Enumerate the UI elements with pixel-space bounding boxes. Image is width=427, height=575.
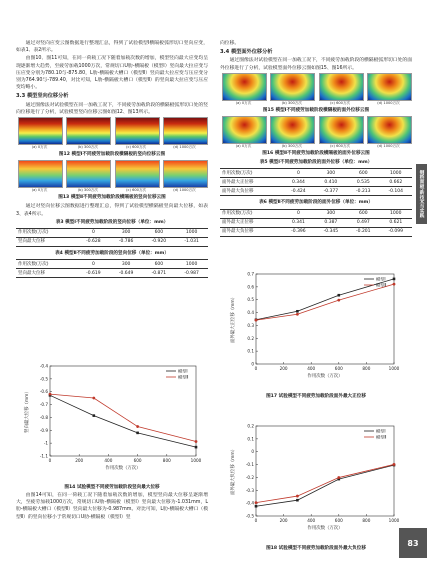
section-side-tab: 钢桥面板·新技术与实践 (416, 164, 427, 224)
x-axis-label: 作用次数（万次） (307, 374, 343, 379)
figure-16-images (220, 116, 412, 149)
data-point (337, 299, 340, 302)
y-tick-label: 0.5 (247, 297, 254, 303)
x-tick-label: 400 (307, 518, 316, 523)
x-axis-label: 作用次数（万次） (105, 466, 141, 471)
figure-caption: 图15 模型Ⅰ不同疲劳加载阶段横隔板的面外位移云图 (262, 107, 370, 113)
contour-image: (c) 600万次 (115, 160, 158, 193)
series-line (50, 394, 196, 441)
data-point (393, 283, 396, 286)
y-tick-label: -0.1 (245, 462, 254, 468)
figure-caption: 图16 模型Ⅱ不同疲劳加载阶段横隔板的面外位移云图 (262, 151, 370, 157)
legend-label: 模型Ⅱ (376, 282, 387, 288)
x-tick-label: 600 (334, 366, 343, 371)
y-tick-label: 0 (251, 449, 254, 455)
x-tick-label: 1000 (388, 518, 400, 523)
contour-image: (b) 300万次 (270, 73, 313, 106)
y-axis-label: 竖向最大位移（mm） (25, 389, 30, 433)
x-tick-label: 200 (279, 518, 288, 523)
chart-fig18 (226, 420, 406, 538)
paragraph: 向位移。 (220, 41, 240, 46)
series-line (50, 395, 196, 447)
y-tick-label: 0.3 (247, 322, 254, 328)
contour-image: (a) 0万次 (222, 116, 265, 149)
y-tick-label: -0.9 (39, 427, 48, 433)
contour-image: (d) 1000万次 (367, 73, 410, 106)
x-tick-label: 200 (279, 366, 288, 371)
contour-image: (b) 300万次 (66, 160, 109, 193)
data-point (92, 397, 95, 400)
y-tick-label: -0.4 (39, 363, 48, 369)
left-column (16, 40, 208, 281)
paragraph: 由图10、图11可知，在同一荷载工况下随着加载次数的增加，模型竖向最大应变均呈现逐渐增大趋势，至疲劳加载1000万次，常规切口U肋-横隔板（模型Ⅰ）竖向最大拉应变与压应变分别为780.10与-875.80，L肋-横隔板大槽口（模型Ⅱ）竖向最大拉应变与压应变分别为764.90与-789.40，对比可知，L肋-横隔板大槽口（模型Ⅱ）的竖向最大拉应变与压应变均略小。 (16, 56, 208, 91)
paragraph: 由图14可知，在同一荷载工况下随着加载次数的增加，模型竖向最大位移呈逐渐增大，至疲劳加载1000万次，常规切口U肋-横隔板（模型Ⅰ）竖向最大位移为-1.031mm，L肋-横隔板大槽口（模型Ⅱ）竖向最大位移为-0.987mm。对比可知，L肋-横隔板大槽口（模型Ⅱ）的竖向位移小于常规切口U肋-横隔板（模型Ⅰ）竖 (16, 493, 208, 520)
y-tick-label: -0.7 (39, 402, 48, 408)
section-heading: 3.3 模型竖向位移分析 (16, 93, 69, 100)
x-tick-label: 800 (162, 458, 171, 463)
table-title: 表4 模型Ⅱ不同疲劳加载阶段的竖向位移（单位：mm） (55, 251, 169, 257)
figure-caption: 图17 试验模型不同疲劳加载阶段面外最大正位移 (266, 394, 366, 399)
contour-image: (b) 300万次 (66, 117, 109, 150)
data-point (136, 432, 139, 435)
series-line (256, 465, 394, 506)
paragraph: 通过图像法对试验模型在同一加载工况下，不同疲劳加载阶段的横隔板弧形切口处的竖向位移进行了分析，试验模型竖向位移云图如图12、图13所示。 (16, 102, 208, 115)
data-point (49, 393, 52, 396)
data-point (255, 505, 258, 508)
y-tick-label: -0.2 (245, 474, 254, 480)
y-tick-label: 0.1 (247, 348, 254, 354)
data-point (255, 501, 258, 504)
series-line (256, 284, 394, 320)
contour-image: (c) 600万次 (319, 73, 362, 106)
figure-caption: 图13 模型Ⅱ不同疲劳加载阶段横隔板的竖向位移云图 (58, 195, 166, 201)
data-point (296, 499, 299, 502)
contour-image: (d) 1000万次 (367, 116, 410, 149)
contour-image: (c) 600万次 (115, 117, 158, 150)
contour-image: (a) 0万次 (222, 73, 265, 106)
y-tick-label: 0.2 (247, 423, 254, 429)
legend-label: 模型Ⅰ (376, 428, 386, 434)
contour-image: (a) 0万次 (18, 117, 61, 150)
x-tick-label: 0 (254, 518, 258, 523)
chart-fig14 (20, 360, 208, 478)
right-column (220, 40, 412, 240)
data-point (195, 440, 198, 443)
x-tick-label: 1000 (190, 458, 202, 463)
legend-label: 模型Ⅰ (178, 368, 188, 374)
y-tick-label: -0.5 (39, 376, 48, 382)
paragraph: 通过对竖向应变云图数据进行整理汇总，得到了试验模型Ⅰ横隔板弧形切口竖向应变，如表1、表2所示。 (16, 41, 208, 54)
table-title: 表5 模型Ⅰ不同疲劳加载阶段的面外位移（单位：mm） (259, 160, 373, 166)
figure-13-images (16, 160, 208, 193)
x-tick-label: 800 (362, 518, 371, 523)
data-point (393, 278, 396, 281)
legend-label: 模型Ⅱ (178, 374, 189, 380)
x-axis-label: 作用次数（万次） (307, 526, 343, 531)
page-number: 83 (399, 528, 427, 558)
section-heading: 3.4 模型面外位移分析 (220, 49, 273, 56)
plot-frame (256, 274, 394, 364)
contour-image: (c) 600万次 (319, 116, 362, 149)
x-tick-label: 1000 (388, 366, 400, 371)
y-tick-label: 0.1 (247, 436, 254, 442)
figure-caption: 图18 试验模型不同疲劳加载阶段面外最大负位移 (266, 546, 366, 551)
x-tick-label: 800 (362, 366, 371, 371)
y-tick-label: 0.2 (247, 335, 254, 341)
data-point (93, 414, 96, 417)
figure-caption: 图12 模型Ⅰ不同疲劳加载阶段横隔板的竖向位移云图 (58, 152, 166, 158)
x-tick-label: 0 (48, 458, 52, 463)
y-axis-label: 面外最大负位移（mm） (231, 446, 236, 496)
table-5: 作用次数(万次) 0 300 600 1000 面外最大正位移 0.344 0.410 0.535 0.662 面外最大负位移 -0.424 -0.377 -0.213 -0.104 (220, 168, 412, 196)
data-point (338, 294, 341, 297)
data-point (296, 495, 299, 498)
x-tick-label: 400 (307, 366, 316, 371)
y-tick-label: -1 (43, 440, 48, 446)
figure-12-images (16, 117, 208, 150)
data-point (296, 310, 299, 313)
contour-image: (b) 300万次 (270, 116, 313, 149)
x-tick-label: 600 (334, 518, 343, 523)
table-6: 作用次数(万次) 0 300 600 1000 面外最大正位移 0.341 0.387 0.497 0.621 面外最大负位移 -0.396 -0.345 -0.201 -0.099 (220, 209, 412, 237)
y-tick-label: -0.6 (39, 389, 48, 395)
y-axis-label: 面外最大正位移（mm） (231, 294, 236, 344)
data-point (393, 463, 396, 466)
figure-caption: 图14 试验模型不同疲劳加载阶段竖向最大位移 (64, 485, 160, 490)
x-tick-label: 0 (254, 366, 258, 371)
y-tick-label: -1.1 (39, 453, 48, 459)
paragraph: 通过图像法对试验模型在同一加载工况下，不同疲劳加载阶段的横隔板弧形切口处的面外位移进行了分析，试验模型面外位移云图如图15、图16所示。 (220, 58, 412, 71)
data-point (195, 446, 198, 449)
plot-frame (256, 426, 394, 516)
y-tick-label: 0.7 (247, 271, 254, 277)
contour-image: (a) 0万次 (18, 160, 61, 193)
contour-image: (d) 1000万次 (163, 117, 206, 150)
y-tick-label: -0.3 (245, 487, 254, 493)
y-tick-label: 0 (251, 361, 254, 367)
contour-image: (d) 1000万次 (163, 160, 206, 193)
figure-15-images (220, 73, 412, 106)
y-tick-label: -0.8 (39, 414, 48, 420)
table-3: 作用次数(万次) 0 300 600 1000 竖向最大位移 -0.628 -0.786 -0.920 -1.031 (16, 228, 208, 247)
y-tick-label: 0.6 (247, 284, 254, 290)
y-tick-label: -0.4 (245, 500, 254, 506)
data-point (255, 319, 258, 322)
x-tick-label: 600 (133, 458, 142, 463)
left-column-bottom (16, 492, 208, 522)
legend-label: 模型Ⅱ (376, 434, 387, 440)
paragraph: 通过对竖向位移云图数据进行整理汇总，得到了试验模型横隔板竖向最大位移，如表3、表4所示。 (16, 204, 208, 217)
data-point (337, 476, 340, 479)
table-title: 表6 模型Ⅱ不同疲劳加载阶段的面外位移（单位：mm） (259, 200, 373, 206)
table-4: 作用次数(万次) 0 300 600 1000 竖向最大位移 -0.619 -0.649 -0.871 -0.987 (16, 259, 208, 278)
legend-label: 模型Ⅰ (376, 276, 386, 282)
x-tick-label: 200 (75, 458, 84, 463)
x-tick-label: 400 (104, 458, 113, 463)
y-tick-label: -0.5 (245, 513, 254, 519)
data-point (136, 425, 139, 428)
plot-frame (50, 366, 196, 456)
table-title: 表3 模型Ⅰ不同疲劳加载阶段的竖向位移（单位：mm） (55, 219, 169, 225)
data-point (296, 313, 299, 316)
y-tick-label: 0.4 (247, 310, 254, 316)
chart-fig17 (226, 268, 406, 386)
